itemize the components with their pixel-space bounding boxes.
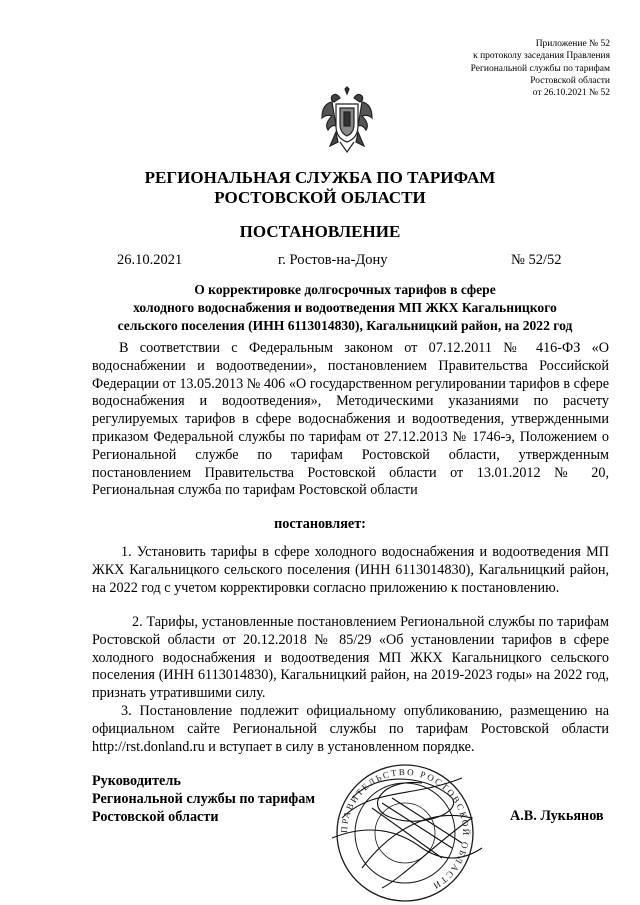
organization-title-line: РОСТОВСКОЙ ОБЛАСТИ	[214, 188, 426, 207]
document-city: г. Ростов-на-Дону	[278, 252, 388, 268]
preamble-paragraph: В соответствии с Федеральным законом от 07.12.2011 № 416-ФЗ «О водоснабжении и водоотведении», постановлением Правительства Российской Федерации от 13.05.2013 № 406 «О государственном регулировании тарифов в сфере водоснабжения и водоотведения», Методическими указаниями по расчету регулируемых тарифов в сфере водоснабжения и водоотведения, утвержденными приказом Федеральной службы по тарифам от 27.12.2013 № 1746-э, Положением о Региональной службе по тарифам Ростовской области, утвержденным постановлением Правительства Ростовской области от 13.01.2012 № 20, Региональная служба по тарифам Ростовской области	[92, 340, 609, 499]
subject-line: О корректировке долгосрочных тарифов в сфере	[194, 282, 496, 297]
seal-ring-text: ПРАВИТЕЛЬСТВО РОСТОВСКОЙ ОБЛАСТИ	[338, 766, 472, 892]
subject-line: сельского поселения (ИНН 6113014830), Кагальницкий район, на 2022 год	[117, 318, 573, 333]
appendix-line: Ростовской области	[530, 75, 610, 86]
signatory-title	[92, 772, 315, 826]
subject-line: холодного водоснабжения и водоотведения МП ЖКХ Кагальницкого	[133, 300, 557, 315]
document-subject	[95, 281, 595, 335]
official-seal-with-signature	[322, 758, 488, 903]
appendix-line: от 26.10.2021 № 52	[532, 88, 610, 99]
document-type-title: ПОСТАНОВЛЕНИЕ	[239, 222, 401, 241]
document-date: 26.10.2021	[117, 252, 183, 268]
item-paragraph-1: 1. Установить тарифы в сфере холодного водоснабжения и водоотведения МП ЖКХ Кагальницкого сельского поселения (ИНН 6113014830), Кагальницкий район, на 2022 год с учетом корректировки согласно приложению к постановлению.	[92, 544, 609, 596]
coat-of-arms-icon	[318, 86, 376, 154]
organization-title	[0, 168, 640, 208]
signatory-name: А.В. Лукьянов	[510, 808, 604, 824]
signatory-line: Руководитель	[92, 773, 181, 789]
resolves-heading: постановляет:	[274, 516, 366, 532]
document-number: № 52/52	[511, 252, 562, 268]
svg-text:ПРАВИТЕЛЬСТВО РОСТОВСКОЙ ОБЛАС	[339, 767, 471, 892]
appendix-line: Региональной службы по тарифам	[470, 63, 610, 74]
item-paragraph-2: 2. Тарифы, установленные постановлением Региональной службы по тарифам Ростовской области от 20.12.2018 № 85/29 «Об установлении тарифов в сфере холодного водоснабжения и водоотведения МП ЖКХ Кагальницкого сельского поселения (ИНН 6113014830), Кагальницкий район, на 2019-2023 годы» на 2022 год, признать утратившими силу.	[92, 614, 609, 702]
organization-title-line: РЕГИОНАЛЬНАЯ СЛУЖБА ПО ТАРИФАМ	[144, 168, 496, 187]
appendix-line: Приложение № 52	[535, 39, 610, 49]
appendix-note	[370, 38, 610, 99]
item-paragraph-3: 3. Постановление подлежит официальному опубликованию, размещению на официальном сайте Региональной службы по тарифам Ростовской области http://rst.donland.ru и вступает в силу в установленном порядке.	[92, 703, 609, 755]
signatory-line: Региональной службы по тарифам	[92, 791, 316, 807]
signatory-line: Ростовской области	[92, 809, 219, 825]
appendix-line: к протоколу заседания Правления	[473, 51, 610, 62]
